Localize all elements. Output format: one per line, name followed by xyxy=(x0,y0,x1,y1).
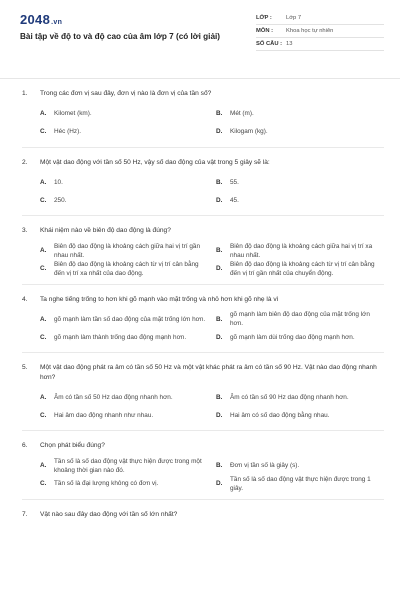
header-left xyxy=(20,12,220,68)
answer-options xyxy=(40,388,384,424)
answer-option[interactable] xyxy=(40,406,208,424)
option-text: Hai âm dao động nhanh như nhau. xyxy=(54,411,154,419)
page-title: Bài tập về độ to và độ cao của âm lớp 7 (có lời giải) xyxy=(20,32,220,41)
answer-option[interactable] xyxy=(40,260,208,278)
option-text: Biên độ dao động là khoảng cách từ vị trí cân bằng đến vị trí gần nhất của chuyển động. xyxy=(230,260,375,277)
answer-option[interactable] xyxy=(40,475,208,493)
answer-option[interactable] xyxy=(216,123,384,141)
meta-key: LỚP : xyxy=(256,15,272,21)
meta-key: MÔN : xyxy=(256,28,274,34)
question-item xyxy=(22,500,384,526)
option-text: 250. xyxy=(54,196,67,204)
option-text: Kilomet (km). xyxy=(54,110,92,117)
answer-option[interactable] xyxy=(216,475,384,493)
question-number: 1. xyxy=(22,90,28,97)
question-text xyxy=(22,89,384,99)
question-number: 7. xyxy=(22,510,28,518)
option-letter: A. xyxy=(40,393,47,401)
question-text xyxy=(22,295,384,305)
answer-option[interactable] xyxy=(40,457,208,475)
option-text: Âm có tần số 90 Hz dao động nhanh hơn. xyxy=(230,393,349,401)
question-prompt: Chọn phát biểu đúng? xyxy=(40,442,105,449)
question-text xyxy=(22,363,384,382)
site-logo[interactable]: 2048.vn xyxy=(20,12,63,27)
question-item xyxy=(22,216,384,285)
answer-options xyxy=(40,242,384,278)
question-number: 6. xyxy=(22,442,28,449)
option-letter: D. xyxy=(216,480,223,487)
option-letter: B. xyxy=(216,178,223,186)
answer-options xyxy=(40,457,384,493)
answer-option[interactable] xyxy=(216,310,384,328)
meta-info xyxy=(256,12,384,68)
option-text: Âm có tần số 50 Hz dao động nhanh hơn. xyxy=(54,393,173,401)
option-letter: A. xyxy=(40,462,47,469)
option-text: gõ mạnh làm tần số dao động của mặt trống lớn hơn. xyxy=(54,315,206,323)
option-letter: D. xyxy=(216,128,223,135)
answer-option[interactable] xyxy=(216,191,384,209)
question-number: 4. xyxy=(22,295,28,303)
answer-option[interactable] xyxy=(40,173,208,191)
option-letter: B. xyxy=(216,110,223,117)
option-text: Héc (Hz). xyxy=(54,128,81,135)
option-letter: D. xyxy=(216,411,223,419)
question-item xyxy=(22,431,384,500)
option-letter: C. xyxy=(40,333,47,341)
answer-option[interactable] xyxy=(40,123,208,141)
option-letter: A. xyxy=(40,247,47,254)
option-text: 45. xyxy=(230,196,239,204)
question-item xyxy=(22,79,384,148)
option-letter: A. xyxy=(40,110,47,117)
answer-option[interactable] xyxy=(40,388,208,406)
meta-row xyxy=(256,38,384,51)
meta-row xyxy=(256,12,384,25)
answer-option[interactable] xyxy=(216,328,384,346)
answer-option[interactable] xyxy=(40,310,208,328)
answer-options xyxy=(40,173,384,209)
option-text: Kilogam (kg). xyxy=(230,128,268,135)
question-text xyxy=(22,158,384,168)
question-list xyxy=(0,79,400,525)
option-letter: A. xyxy=(40,178,47,186)
answer-option[interactable] xyxy=(216,105,384,123)
answer-option[interactable] xyxy=(216,260,384,278)
option-letter: B. xyxy=(216,315,223,323)
answer-option[interactable] xyxy=(40,328,208,346)
option-text: 10. xyxy=(54,178,63,186)
question-text xyxy=(22,441,384,451)
option-text: 55. xyxy=(230,178,239,186)
question-item xyxy=(22,148,384,217)
answer-option[interactable] xyxy=(216,388,384,406)
meta-row xyxy=(256,25,384,38)
meta-value: 13 xyxy=(286,41,293,47)
option-letter: D. xyxy=(216,265,223,272)
question-text xyxy=(22,226,384,236)
question-prompt: Một vật dao động phát ra âm có tần số 50 Hz và một vật khác phát ra âm có tần số 90 Hz. Vật nào dao động nhanh hơn? xyxy=(40,364,377,381)
option-letter: B. xyxy=(216,462,223,469)
option-text: Tần số là số dao động vật thực hiện được trong 1 giây. xyxy=(230,475,371,492)
answer-options xyxy=(40,310,384,346)
answer-option[interactable] xyxy=(40,242,208,260)
option-letter: C. xyxy=(40,411,47,419)
logo-suffix: .vn xyxy=(51,19,63,26)
option-text: gõ mạnh làm dùi trống dao động mạnh hơn. xyxy=(230,333,355,341)
question-item xyxy=(22,353,384,431)
answer-option[interactable] xyxy=(216,406,384,424)
option-letter: B. xyxy=(216,393,223,401)
meta-key: SỐ CÂU : xyxy=(256,41,283,47)
option-letter: C. xyxy=(40,480,47,487)
question-prompt: Trong các đơn vị sau đây, đơn vị nào là đơn vị của tần số? xyxy=(40,90,212,97)
meta-value: Khoa học tự nhiên xyxy=(286,28,334,34)
option-letter: C. xyxy=(40,128,47,135)
meta-value: Lớp 7 xyxy=(286,15,302,21)
question-item xyxy=(22,285,384,354)
option-letter: D. xyxy=(216,196,223,204)
option-text: Đơn vị tần số là giây (s). xyxy=(230,462,300,469)
answer-options xyxy=(40,105,384,141)
option-text: Biên độ dao động là khoảng cách giữa hai vị trí xa nhau nhất. xyxy=(230,242,373,259)
option-letter: C. xyxy=(40,196,47,204)
answer-option[interactable] xyxy=(40,191,208,209)
option-text: gõ mạnh làm thành trống dao động mạnh hơn. xyxy=(54,333,187,341)
option-letter: D. xyxy=(216,333,223,341)
question-prompt: Một vật dao động với tần số 50 Hz, vậy số dao động của vật trong 5 giây sẽ là: xyxy=(40,158,270,166)
option-text: gõ mạnh làm biên độ dao động của mặt trống lớn hơn. xyxy=(230,311,370,327)
option-text: Tần số là đại lượng không có đơn vị. xyxy=(54,480,159,487)
answer-option[interactable] xyxy=(40,105,208,123)
answer-option[interactable] xyxy=(216,457,384,475)
option-text: Tần số là số dao động vật thực hiện được trong một khoảng thời gian nào đó. xyxy=(54,457,202,474)
option-letter: B. xyxy=(216,247,223,254)
option-letter: A. xyxy=(40,315,47,323)
question-number: 5. xyxy=(22,364,28,371)
option-text: Biên độ dao động là khoảng cách từ vị trí cân bằng đến vị trí xa nhất của dao động. xyxy=(54,260,199,277)
question-number: 2. xyxy=(22,158,28,166)
option-letter: C. xyxy=(40,265,47,272)
question-prompt: Khái niệm nào về biên độ dao động là đúng? xyxy=(40,227,171,234)
answer-option[interactable] xyxy=(216,173,384,191)
question-prompt: Vật nào sau đây dao động với tần số lớn nhất? xyxy=(40,510,178,518)
answer-option[interactable] xyxy=(216,242,384,260)
question-text xyxy=(22,510,384,520)
option-text: Mét (m). xyxy=(230,110,254,117)
option-text: Biên độ dao động là khoảng cách giữa hai vị trí gần nhau nhất. xyxy=(54,242,201,259)
question-prompt: Ta nghe tiếng trống to hơn khi gõ mạnh vào mặt trống và nhỏ hơn khi gõ nhẹ là vì xyxy=(40,295,279,303)
option-text: Hai âm có số dao động bằng nhau. xyxy=(230,411,330,419)
header xyxy=(0,0,400,68)
question-number: 3. xyxy=(22,227,28,234)
